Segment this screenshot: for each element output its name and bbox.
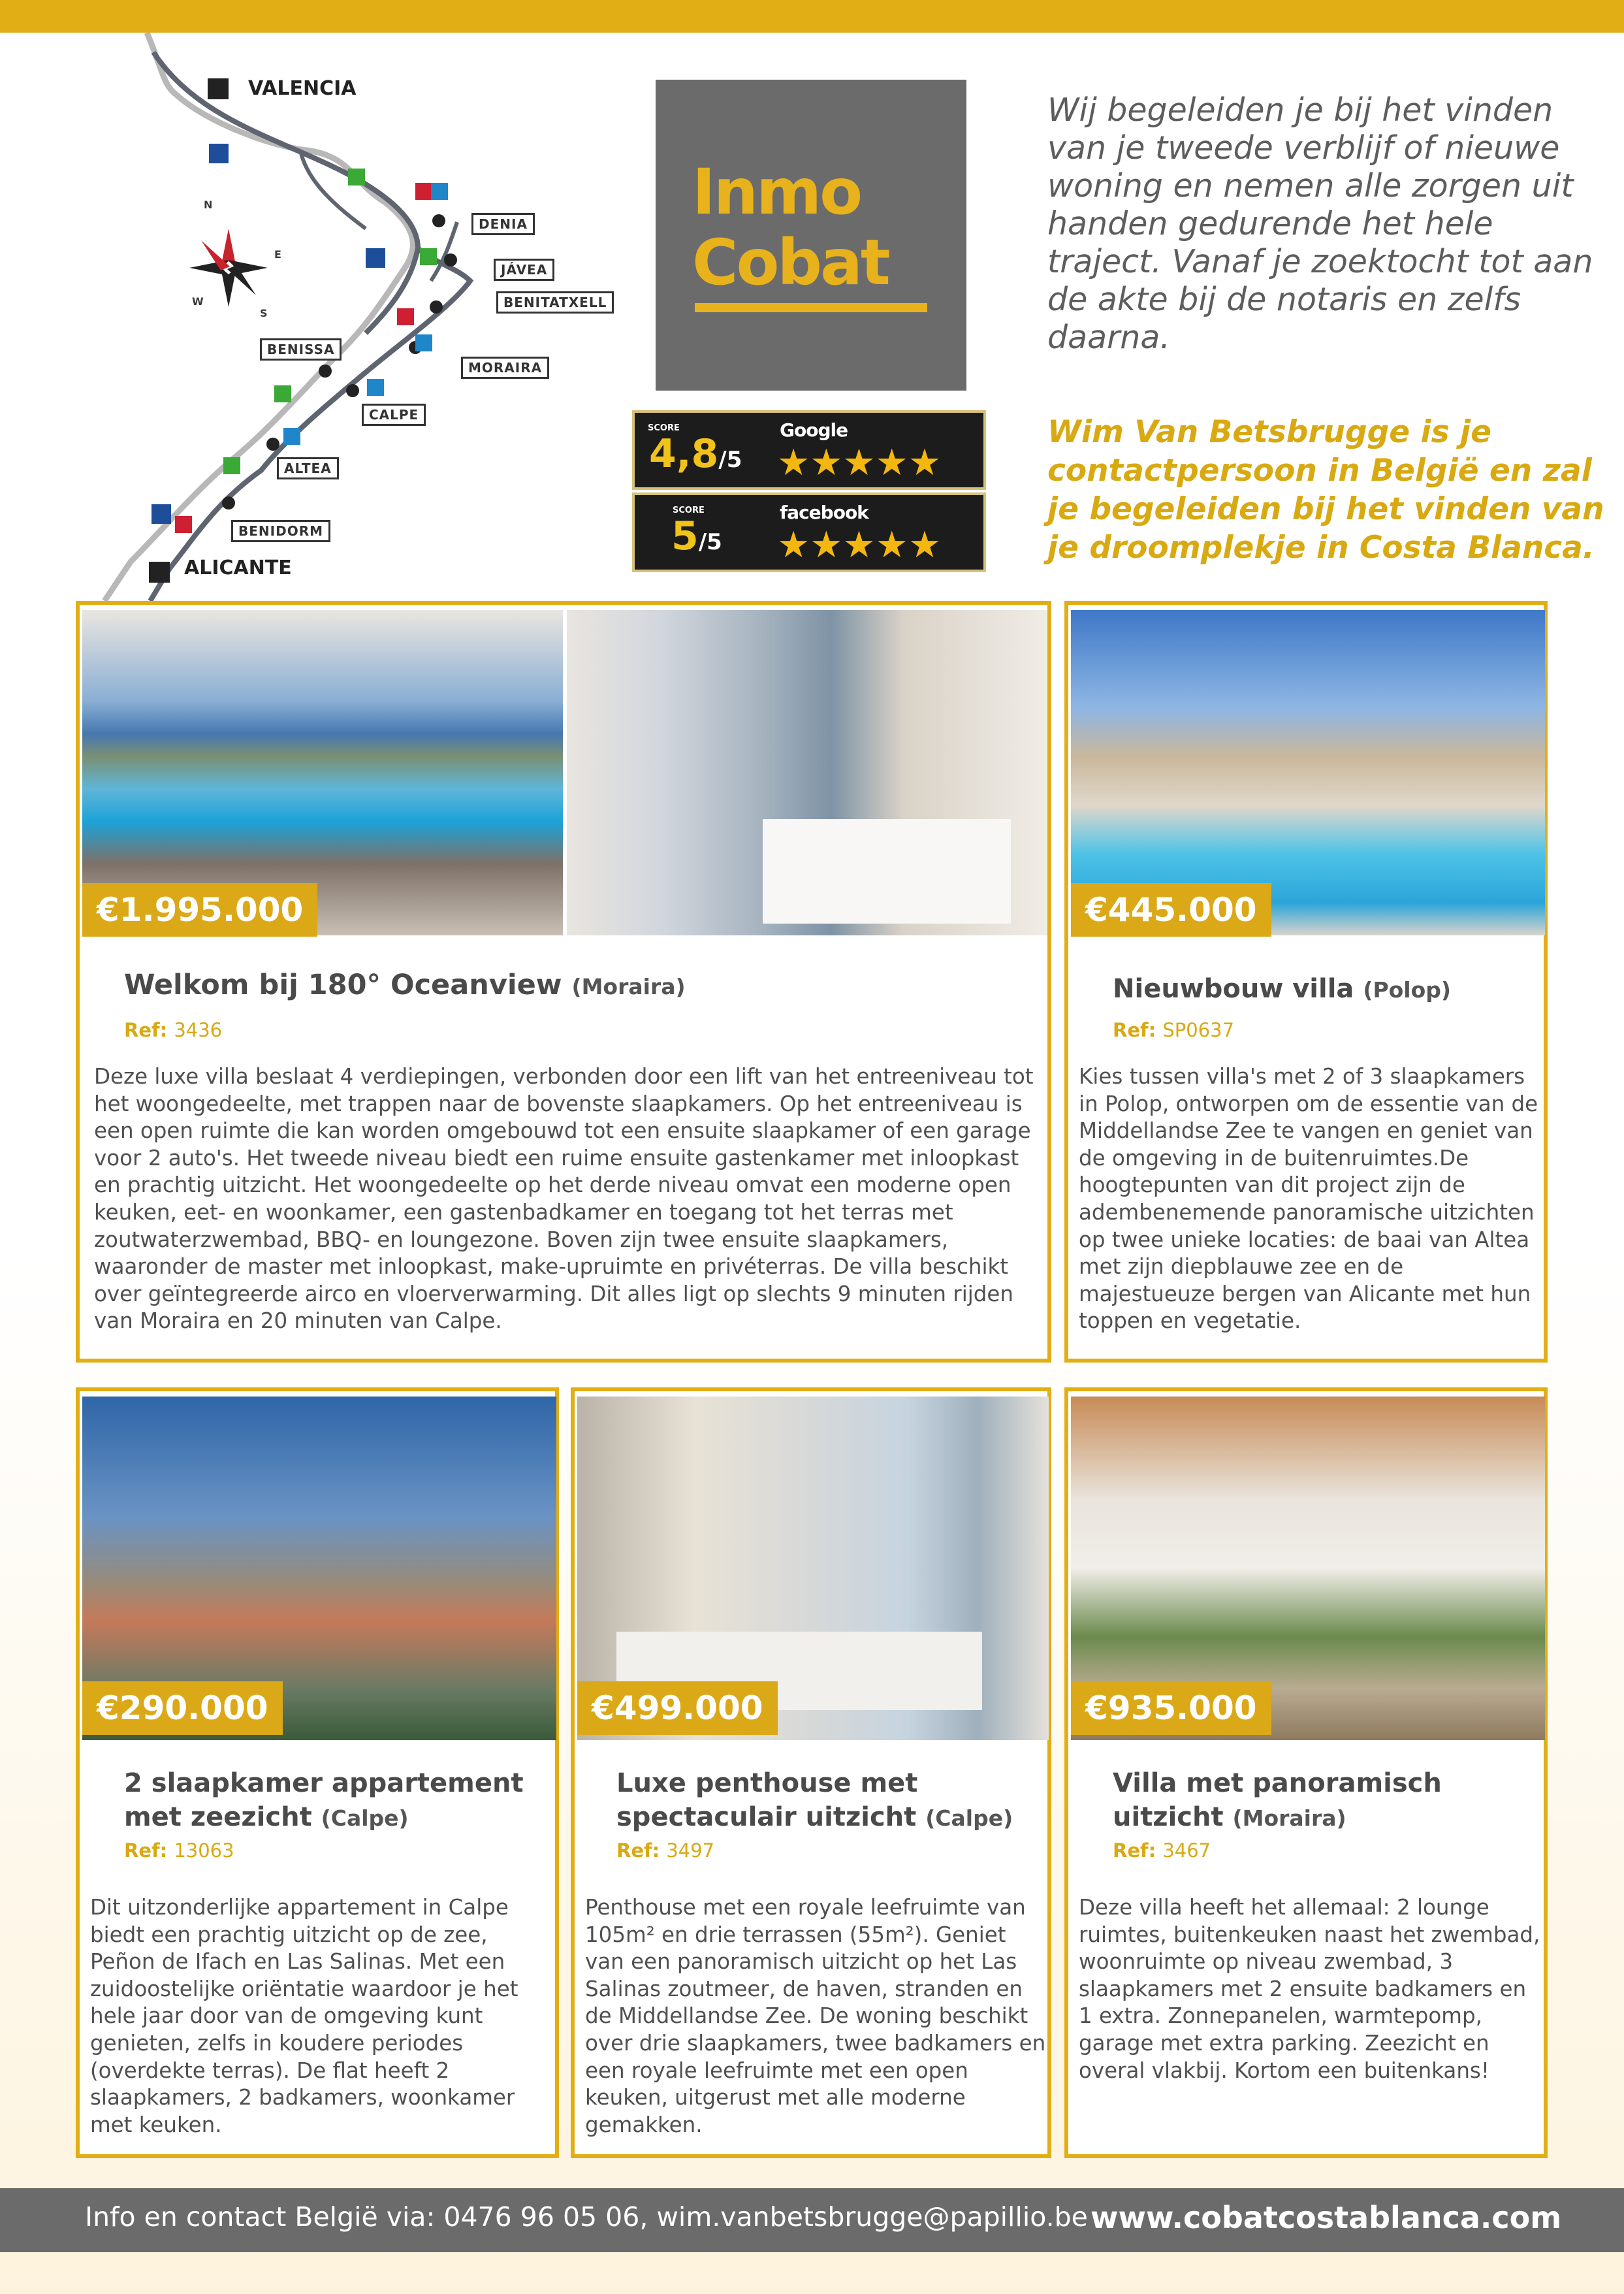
- map-town-benitatxell: BENITATXELL: [496, 291, 614, 314]
- star-icon: ★★★★★: [777, 524, 942, 566]
- map-town-calpe: CALPE: [362, 404, 426, 426]
- google-label: Google: [780, 419, 848, 441]
- logo-wordmark: Inmo Cobat: [692, 155, 889, 299]
- listing-description: Deze villa heeft het allemaal: 2 lounge ruimtes, buitenkeuken naast het zwembad, woonruimte op niveau zwembad, 3 slaapkamers met 2 ensuite badkamers en 1 extra. Zonnepanelen, warmtepomp, garage met extra parking. Zeezicht en overal vlakbij. Kortom een buitenkans!: [1079, 1895, 1540, 2083]
- listing-ref: Ref: SP0637: [1113, 1019, 1235, 1041]
- compass-n: N: [204, 199, 213, 211]
- listing-card-appartement[interactable]: [76, 1387, 559, 2158]
- listing-title: Welkom bij 180° Oceanview (Moraira): [124, 969, 686, 1001]
- price-badge: €290.000: [82, 1681, 283, 1735]
- listing-title: Nieuwbouw villa (Polop): [1113, 974, 1451, 1004]
- listing-ref: Ref: 3436: [124, 1019, 223, 1041]
- facebook-score: 5/5: [671, 513, 722, 559]
- compass-s: S: [260, 307, 268, 319]
- map-town-javea: JÁVEA: [494, 259, 554, 281]
- listing-description: Deze luxe villa beslaat 4 verdiepingen, verbonden door een lift van het entreeniveau tot het woongedeelte, met trappen naar de bovenste slaapkamers. Op het entreeniveau is een open ruimte die kan worden omgebouwd tot een ensuite slaapkamer of een garage voor 2 auto's. Het tweede niveau biedt een ruime ensuite gastenkamer met inloopkast en prachtig uitzicht. Het woongedeelte op het derde niveau omvat een moderne open keuken, eet- en woonkamer, een gastenbadkamer en toegang tot het terras met zoutwaterzwembad, BBQ- en loungezone. Boven zijn twee ensuite slaapkamers, waaronder de master met inloopkast, make-upruimte en privéterras. De villa beschikt over geïntegreerde airco en vloerverwarming. Dit alles ligt op slechts 9 minuten rijden van Moraira en 20 minuten van Calpe.: [94, 1064, 1034, 1334]
- listing-title: Luxe penthouse met spectaculair uitzicht (Calpe): [616, 1768, 1013, 1832]
- price-badge: €499.000: [577, 1681, 778, 1735]
- listing-title: Villa met panoramisch uitzicht (Moraira): [1113, 1768, 1442, 1832]
- map-town-moraira: MORAIRA: [461, 357, 549, 379]
- listing-ref: Ref: 3497: [616, 1839, 715, 1862]
- listing-ref: Ref: 3467: [1113, 1839, 1211, 1862]
- top-accent-bar: [0, 0, 1624, 33]
- intro-text: Wij begeleiden je bij het vinden van je tweede verblijf of nieuwe woning en nemen alle zorgen uit handen gedurende het hele traject. Vanaf je zoektocht tot aan de akte bij de notaris en zelfs daarna.: [1047, 91, 1593, 356]
- listing-title: 2 slaapkamer appartement met zeezicht (Calpe): [124, 1768, 524, 1832]
- website-link[interactable]: www.cobatcostablanca.com: [1091, 2200, 1562, 2235]
- map-town-altea: ALTEA: [277, 457, 339, 479]
- price-badge: €935.000: [1071, 1681, 1271, 1735]
- compass-w: W: [192, 295, 204, 308]
- map-town-denia: DENIA: [471, 213, 535, 235]
- footer-bar: [0, 2188, 1624, 2252]
- inmo-cobat-logo: [656, 80, 966, 391]
- map-town-benidorm: BENIDORM: [231, 520, 330, 542]
- price-badge: €1.995.000: [82, 883, 317, 937]
- facebook-rating: SCORE 5/5 facebook ★★★★★: [632, 493, 986, 572]
- listing-description: Penthouse met een royale leefruimte van 105m² en drie terrassen (55m²). Geniet van een panoramisch uitzicht op het Las Salinas zoutmeer, de haven, stranden en de Middellandse Zee. De woning beschikt over drie slaapkamers, twee badkamers en een royale leefruimte met een open keuken, uitgerust met alle moderne gemakken.: [585, 1895, 1046, 2137]
- price-badge: €445.000: [1071, 883, 1271, 937]
- listing-photo: [567, 610, 1047, 935]
- map-city-valencia: VALENCIA: [248, 77, 357, 100]
- map-roads: [0, 33, 627, 601]
- listing-card-nieuwbouw[interactable]: [1064, 601, 1548, 1363]
- map-town-benissa: BENISSA: [260, 338, 342, 361]
- listing-card-penthouse[interactable]: [571, 1387, 1051, 2158]
- listing-card-oceanview[interactable]: [76, 601, 1051, 1363]
- listing-description: Dit uitzonderlijke appartement in Calpe biedt een prachtig uitzicht op de zee, Peñon de Ifach en Las Salinas. Met een zuidoostelijke oriëntatie waardoor je het hele jaar door van de omgeving kunt genieten, zelfs in koudere periodes (overdekte terras). De flat heeft 2 slaapkamers, 2 badkamers, woonkamer met keuken.: [90, 1895, 518, 2137]
- listing-description: Kies tussen villa's met 2 of 3 slaapkamers in Polop, ontworpen om de essentie van de Middellandse Zee te vangen en geniet van de omgeving in de buitenruimtes.De hoogtepunten van dit project zijn de adembenemende panoramische uitzichten op twee unieke locaties: de baai van Altea met zijn diepblauwe zee en de majestueuze bergen van Alicante met hun toppen en vegetatie.: [1079, 1064, 1538, 1334]
- listing-card-panorama-villa[interactable]: [1064, 1387, 1548, 2158]
- compass-e: E: [274, 248, 281, 261]
- contact-intro: Wim Van Betsbrugge is je contactpersoon in België en zal je begeleiden bij het vinden van je droomplekje in Costa Blanca.: [1047, 414, 1604, 566]
- google-rating: SCORE 4,8/5 Google ★★★★★: [632, 410, 986, 490]
- google-score: 4,8/5: [649, 431, 742, 477]
- costa-blanca-map: [0, 33, 627, 601]
- footer-contact-info: Info en contact België via: 0476 96 05 06, wim.vanbetsbrugge@papillio.be: [85, 2201, 1088, 2233]
- logo-underline: [695, 303, 927, 312]
- facebook-label: facebook: [780, 502, 868, 523]
- star-icon: ★★★★★: [777, 442, 942, 484]
- listing-ref: Ref: 13063: [124, 1839, 234, 1862]
- map-city-alicante: ALICANTE: [184, 557, 292, 579]
